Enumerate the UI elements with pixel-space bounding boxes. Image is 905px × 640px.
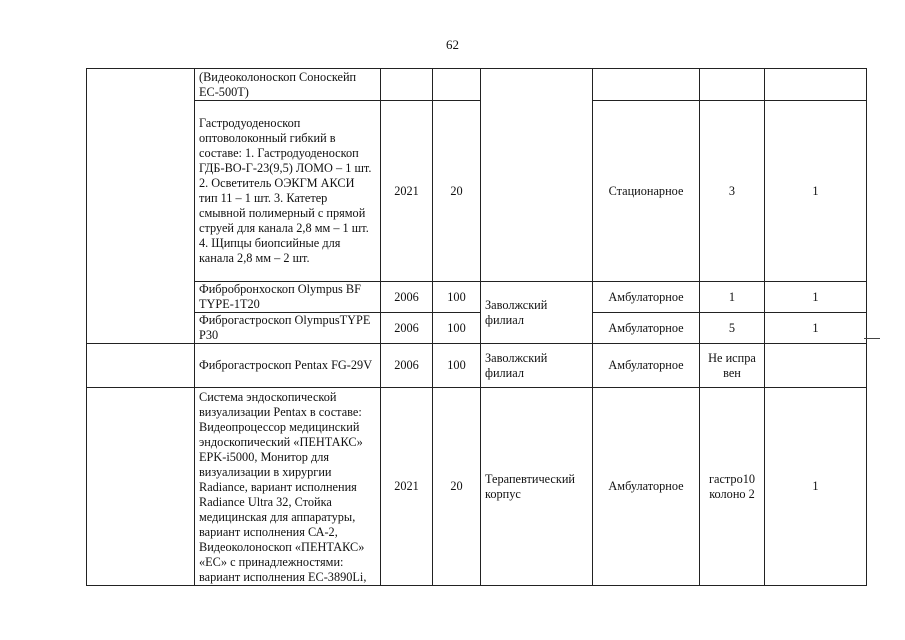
year-cell: 2006 [381, 344, 433, 388]
equipment-name-cell: Фиброгастроскоп Pentax FG-29V [195, 344, 381, 388]
table-row [87, 101, 867, 282]
equipment-table [86, 68, 867, 586]
equipment-name-cell: (Видеоколоноскоп Соноскейп ЕС-500Т) [195, 69, 381, 101]
table-row [87, 388, 867, 586]
number-cell [87, 388, 195, 586]
location-cell: Заволжский филиал [481, 282, 593, 344]
usage-mode-cell [593, 69, 700, 101]
usage-mode-cell: Амбулаторное [593, 313, 700, 344]
number-cell [87, 69, 195, 344]
equipment-name-cell: Фиброгастроскоп OlympusTYPE P30 [195, 313, 381, 344]
location-cell: Терапевтический корпус [481, 388, 593, 586]
table-row [87, 69, 867, 101]
equipment-name-cell: Гастродуоденоскоп оптоволоконный гибкий в составе: 1. Гастродуоденоскоп ГДБ-ВО-Г-23(9,5) ЛОМО – 1 шт. 2. Осветитель ОЭКГМ АКСИ тип 11 – 1 шт. 3. Катетер смывной полимерный с прямой струей для канала 2,8 мм – 1 шт. 4. Щипцы биопсийные для канала 2,8 мм – 2 шт. [195, 101, 381, 282]
year-cell: 2006 [381, 313, 433, 344]
equipment-name-cell: Фибробронхоскоп Olympus BF TYPE-1T20 [195, 282, 381, 313]
wear-cell [433, 69, 481, 101]
wear-cell: 100 [433, 282, 481, 313]
year-cell: 2021 [381, 101, 433, 282]
margin-rule [864, 338, 880, 339]
year-cell: 2021 [381, 388, 433, 586]
year-cell: 2006 [381, 282, 433, 313]
count-cell: Не испра вен [700, 344, 765, 388]
count-cell: гастро10 колоно 2 [700, 388, 765, 586]
table-row [87, 282, 867, 313]
count-cell: 5 [700, 313, 765, 344]
count-cell [700, 69, 765, 101]
need-cell: 1 [765, 282, 867, 313]
count-cell: 1 [700, 282, 765, 313]
location-cell [481, 69, 593, 282]
wear-cell: 20 [433, 388, 481, 586]
wear-cell: 100 [433, 344, 481, 388]
page-number: 62 [446, 37, 459, 52]
usage-mode-cell: Амбулаторное [593, 388, 700, 586]
usage-mode-cell: Амбулаторное [593, 282, 700, 313]
usage-mode-cell: Амбулаторное [593, 344, 700, 388]
table-row [87, 313, 867, 344]
usage-mode-cell: Стационарное [593, 101, 700, 282]
count-cell: 3 [700, 101, 765, 282]
equipment-name-cell: Система эндоскопической визуализации Pentax в составе: Видеопроцессор медицинский эндоскопический «ПЕНТАКС» EPK-i5000, Монитор для визуализации в хирургии Radiance, вариант исполнения Radiance Ultra 32, Стойка медицинская для аппаратуры, вариант исполнения СА-2, Видеоколоноскоп «ПЕНТАКС» «ЕС» с принадлежностями: вариант исполнения EC-3890Li, [195, 388, 381, 586]
wear-cell: 100 [433, 313, 481, 344]
location-cell: Заволжский филиал [481, 344, 593, 388]
table-row [87, 344, 867, 388]
number-cell [87, 344, 195, 388]
need-cell [765, 344, 867, 388]
need-cell [765, 69, 867, 101]
need-cell: 1 [765, 313, 867, 344]
wear-cell: 20 [433, 101, 481, 282]
need-cell: 1 [765, 388, 867, 586]
year-cell [381, 69, 433, 101]
need-cell: 1 [765, 101, 867, 282]
